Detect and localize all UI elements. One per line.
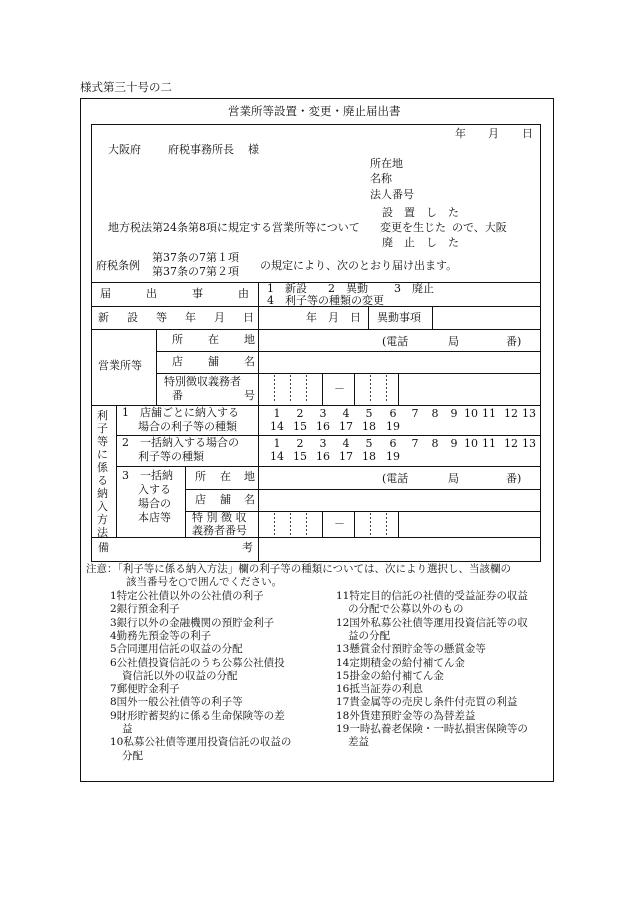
- dates-year[interactable]: 年: [306, 311, 317, 324]
- statement-lead: 地方税法第24条第8項に規定する営業所等について: [108, 221, 360, 234]
- interest-type-item: 益: [122, 723, 133, 735]
- interest-type-item: 差益: [348, 736, 369, 749]
- method-2-number-1[interactable]: 1: [273, 437, 281, 450]
- form-title: 営業所等設置・変更・廃止届出書: [228, 104, 401, 118]
- addressee-office: 府税事務所長: [168, 143, 234, 156]
- applicant-name-label: 名称: [370, 172, 392, 185]
- interest-type-item: 8国外一般公社債等の利子等: [110, 696, 243, 709]
- note-line-1: 注意：「利子等に係る納入方法」欄の利子等の種類については、次により選択し、当該欄の: [86, 563, 512, 575]
- method-1-number-9[interactable]: 9: [450, 407, 458, 420]
- method-1-number-3[interactable]: 3: [319, 407, 327, 420]
- statement-tail: ので、大阪: [452, 221, 507, 234]
- interest-type-item: 9財形貯蓄契約に係る生命保険等の差: [110, 709, 285, 722]
- method-2-number-10[interactable]: 10: [464, 437, 478, 450]
- interest-type-item: 2銀行預金利子: [110, 603, 180, 616]
- method-1-number-15[interactable]: 15: [293, 420, 307, 433]
- method-3-loc-3: 地: [244, 470, 255, 483]
- reason-label-3: 事: [192, 287, 203, 300]
- method-1-number-5[interactable]: 5: [365, 407, 373, 420]
- method-3-line2: 入する: [138, 483, 171, 496]
- dates-label-6: 日: [243, 311, 254, 324]
- office-phone-open: (電話: [382, 335, 409, 348]
- method-1-number-14[interactable]: 14: [270, 420, 284, 433]
- option-abolish[interactable]: 廃 止 し た: [382, 236, 459, 249]
- office-loc-2: 在: [208, 333, 219, 346]
- method-3-phone-open: (電話: [382, 472, 409, 485]
- remarks-label-2: 考: [242, 541, 253, 554]
- option-setup[interactable]: 設 置 し た: [382, 206, 459, 219]
- option-change[interactable]: 変更を生じた: [380, 221, 446, 234]
- method-1-line2: 場合の利子等の種類: [138, 420, 237, 433]
- method-3-line3: 場合の: [138, 497, 171, 510]
- method-1-number-10[interactable]: 10: [464, 407, 478, 420]
- ordinance-article-2[interactable]: 第37条の7第２項: [152, 265, 239, 278]
- dates-day[interactable]: 日: [350, 311, 361, 324]
- reason-label-1: 届: [100, 287, 111, 300]
- note-line-2: 該当番号を○で囲んでください。: [126, 576, 283, 588]
- method-2-number-11[interactable]: 11: [482, 437, 496, 450]
- method-3-loc-1: 所: [195, 470, 206, 483]
- interest-type-item: 14定期積金の給付補てん金: [336, 656, 465, 669]
- interest-type-item: 資信託以外の収益の分配: [122, 669, 238, 682]
- office-collector-go: 号: [244, 389, 255, 402]
- dates-label-5: 月: [214, 311, 225, 324]
- reason-label-2: 出: [146, 287, 157, 300]
- method-1-number-18[interactable]: 18: [362, 420, 376, 433]
- addressee-prefecture: 大阪府: [108, 143, 141, 156]
- interest-type-item: 15掛金の給付補てん金: [336, 669, 444, 682]
- method-1-line1: 1 店舗ごとに納入する: [122, 406, 239, 419]
- interest-type-item: 1特定公社債以外の公社債の利子: [110, 590, 264, 602]
- method-2-number-13[interactable]: 13: [522, 437, 536, 450]
- method-2-number-3[interactable]: 3: [319, 437, 327, 450]
- interest-type-item: 5合同運用信託の収益の分配: [110, 643, 243, 656]
- office-collector-label: 特別徴収義務者: [164, 375, 241, 388]
- method-3-shop-2: 舗: [220, 493, 231, 506]
- interest-type-item: 7郵便貯金利子: [110, 683, 180, 696]
- method-3-line1: 3 一括納: [122, 469, 173, 482]
- method-3-loc-2: 在: [220, 470, 231, 483]
- reason-option-move[interactable]: 2 異動: [328, 282, 368, 295]
- reason-label-4: 由: [238, 287, 249, 300]
- method-1-number-7[interactable]: 7: [411, 407, 419, 420]
- reason-option-abolish[interactable]: 3 廃止: [394, 282, 434, 295]
- office-collector-dash: －: [334, 382, 345, 395]
- method-2-number-5[interactable]: 5: [365, 437, 373, 450]
- ordinance-label: 府税条例: [96, 259, 140, 272]
- method-2-number-6[interactable]: 6: [389, 437, 397, 450]
- date-year[interactable]: 年: [455, 127, 466, 140]
- interest-type-item: 11特定目的信託の社債的受益証券の収益: [336, 590, 528, 602]
- method-1-number-6[interactable]: 6: [389, 407, 397, 420]
- interest-type-item: 16抵当証券の利息: [336, 683, 423, 696]
- method-1-number-4[interactable]: 4: [342, 407, 350, 420]
- office-shop-1: 店: [172, 355, 183, 368]
- office-loc-3: 地: [244, 333, 255, 346]
- method-2-line1: 2 一括納入する場合の: [122, 436, 239, 449]
- ordinance-tail: の規定により、次のとおり届け出ます。: [260, 259, 458, 272]
- addressee-honorific: 様: [248, 143, 259, 156]
- date-month[interactable]: 月: [488, 127, 499, 140]
- method-3-line4: 本店等: [138, 511, 171, 524]
- interest-type-item: 3銀行以外の金融機関の預貯金利子: [110, 616, 275, 629]
- dates-label-2: 設: [127, 311, 138, 324]
- method-1-number-16[interactable]: 16: [316, 420, 330, 433]
- method-3-phone-number: 番): [506, 472, 522, 485]
- interest-type-item: 10私募公社債等運用投資信託の収益の: [110, 736, 292, 749]
- change-item-label: 異動事項: [377, 311, 421, 324]
- interest-type-item: 18外貨建預貯金等の為替差益: [336, 709, 476, 722]
- interest-type-item: 19一時払養老保険・一時払損害保険等の: [336, 723, 528, 735]
- reason-option-type-change[interactable]: 4 利子等の種類の変更: [267, 294, 384, 307]
- method-1-number-12[interactable]: 12: [504, 407, 518, 420]
- method-1-number-17[interactable]: 17: [339, 420, 353, 433]
- dates-label-4: 年: [185, 311, 196, 324]
- form-number: 様式第三十号の二: [80, 80, 172, 94]
- interest-type-item: 益の分配: [348, 629, 390, 642]
- dates-month[interactable]: 月: [328, 311, 339, 324]
- method-2-number-15[interactable]: 15: [293, 450, 307, 463]
- interest-type-item: の分配で公募以外のもの: [348, 603, 464, 616]
- method-2-number-17[interactable]: 17: [339, 450, 353, 463]
- method-1-number-8[interactable]: 8: [431, 407, 439, 420]
- interest-type-item: 4勤務先預金等の利子: [110, 629, 212, 642]
- office-phone-number: 番): [506, 335, 522, 348]
- dates-label-1: 新: [98, 311, 109, 324]
- dates-label-3: 等: [156, 311, 167, 324]
- interest-type-item: 17貴金属等の売戻し条件付売買の利益: [336, 696, 518, 709]
- interest-type-item: 分配: [122, 749, 143, 762]
- applicant-address-label: 所在地: [370, 157, 403, 170]
- method-1-number-19[interactable]: 19: [386, 420, 400, 433]
- interest-type-item: 6公社債投資信託のうち公募公社債投: [110, 656, 285, 669]
- interest-type-item: 13懸賞金付預貯金等の懸賞金等: [336, 643, 486, 656]
- office-loc-1: 所: [172, 333, 183, 346]
- office-shop-2: 舗: [208, 355, 219, 368]
- method-2-number-18[interactable]: 18: [362, 450, 376, 463]
- method-1-number-13[interactable]: 13: [522, 407, 536, 420]
- method-1-number-11[interactable]: 11: [482, 407, 496, 420]
- method-3-shop-3: 名: [244, 493, 255, 506]
- method-2-number-8[interactable]: 8: [431, 437, 439, 450]
- reason-option-new[interactable]: 1 新設: [267, 282, 307, 295]
- remarks-label-1: 備: [98, 541, 109, 554]
- method-1-number-2[interactable]: 2: [296, 407, 304, 420]
- method-2-number-9[interactable]: 9: [450, 437, 458, 450]
- method-1-number-1[interactable]: 1: [273, 407, 281, 420]
- ordinance-article-1[interactable]: 第37条の7第１項: [152, 251, 239, 264]
- method-3-collector-dash: －: [334, 517, 345, 530]
- method-2-number-12[interactable]: 12: [504, 437, 518, 450]
- method-2-number-16[interactable]: 16: [316, 450, 330, 463]
- method-3-collector-2: 義務者番号: [192, 524, 247, 537]
- method-3-shop-1: 店: [195, 493, 206, 506]
- date-day[interactable]: 日: [522, 127, 533, 140]
- method-2-number-2[interactable]: 2: [296, 437, 304, 450]
- office-label: 営業所等: [98, 359, 142, 372]
- method-3-collector-1: 特 別 徴 収: [192, 511, 247, 524]
- method-2-line2: 利子等の種類: [138, 450, 204, 463]
- office-shop-3: 名: [244, 355, 255, 368]
- office-collector-ban: 番: [172, 389, 183, 402]
- applicant-corp-number-label: 法人番号: [370, 188, 414, 201]
- method-3-phone-bureau: 局: [448, 472, 459, 485]
- method-2-number-7[interactable]: 7: [411, 437, 419, 450]
- method-2-number-14[interactable]: 14: [270, 450, 284, 463]
- method-2-number-19[interactable]: 19: [386, 450, 400, 463]
- office-phone-bureau: 局: [448, 335, 459, 348]
- method-2-number-4[interactable]: 4: [342, 437, 350, 450]
- interest-type-item: 12国外私募公社債等運用投資信託等の収: [336, 616, 528, 629]
